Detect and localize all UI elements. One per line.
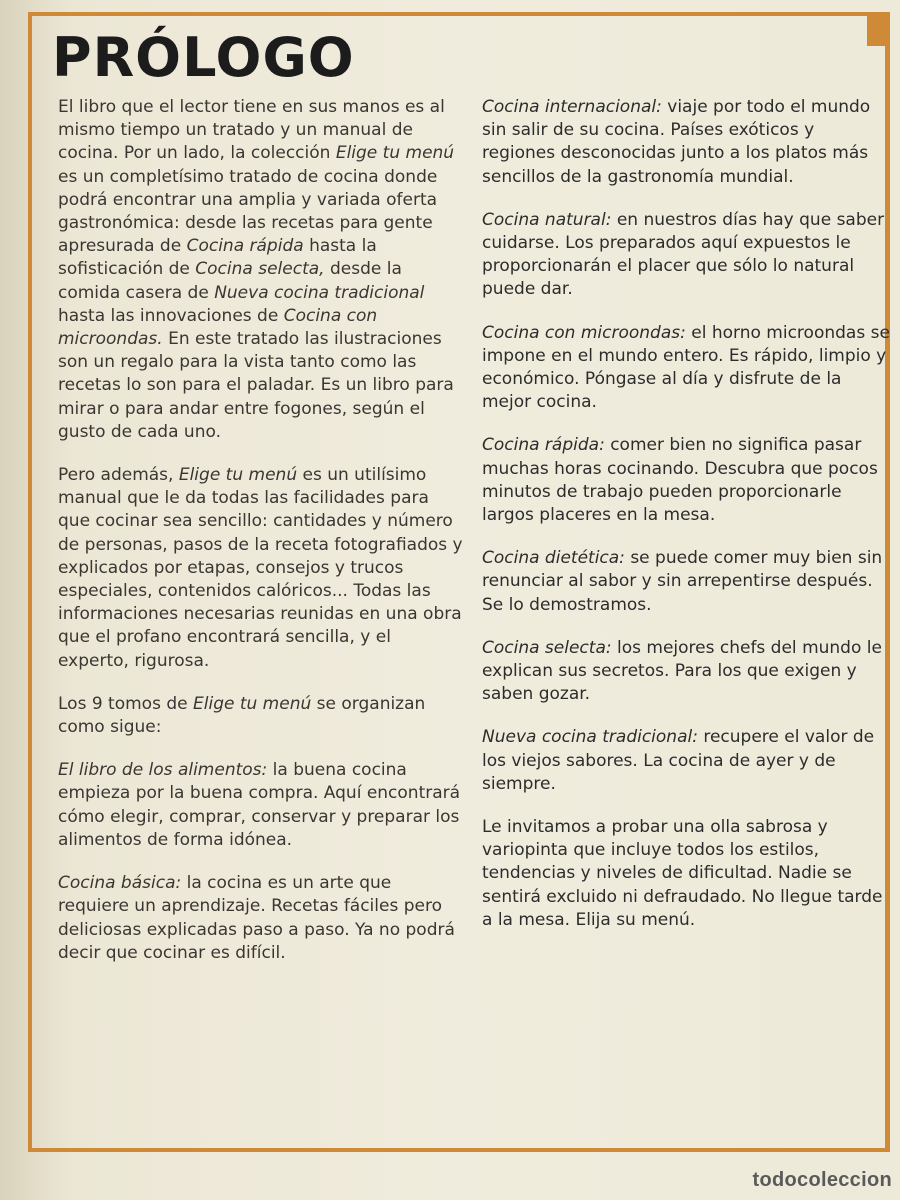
frame-corner-accent [867,16,885,46]
italic-title: Cocina con microondas: [482,322,686,343]
italic-title: Cocina dietética: [482,548,625,569]
text-segment: el horno microondas se impone en el mundo entero. Es rápido, limpio y económico. Póngase al día y disfrute de la mejor cocina. [482,322,890,413]
italic-title: Cocina natural: [482,209,612,230]
paragraph-volumes [58,693,463,739]
text-segment: Pero además, [58,465,179,486]
italic-title: Nueva cocina tradicional [214,282,425,303]
text-segment: en nuestros días hay que saber cuidarse. Los preparados aquí expuestos le proporcionarán el placer que sólo lo natural puede dar. [482,209,885,300]
text-segment: recupere el valor de los viejos sabores. La cocina de ayer y de siempre. [482,727,875,794]
italic-title: Cocina con microondas. [58,305,378,350]
paragraph-cocina-selecta [482,637,892,707]
text-segment: es un completísimo tratado de cocina donde podrá encontrar una amplia y variada oferta gastronómica: desde las recetas para gente apresurada de [58,166,438,257]
right-column [482,96,892,952]
text-segment: se puede comer muy bien sin renunciar al sabor y sin arrepentirse después. Se lo demostramos. [482,548,883,615]
italic-title: Cocina selecta, [195,259,325,280]
text-segment: viaje por todo el mundo sin salir de su cocina. Países exóticos y regiones desconocidas junto a los platos más sencillos de la gastronomía mundial. [482,97,871,187]
paragraph-cocina-rapida [482,434,892,527]
text-segment: la cocina es un arte que requiere un aprendizaje. Recetas fáciles pero deliciosas explicadas paso a paso. Ya no podrá decir que cocinar es difícil. [58,873,455,963]
left-column [58,96,463,985]
text-segment: El libro que el lector tiene en sus manos es al mismo tiempo un tratado y un manual de cocina. Por un lado, la colección [58,97,445,164]
paragraph-cocina-natural [482,209,892,302]
text-segment: la buena cocina empieza por la buena compra. Aquí encontrará cómo elegir, comprar, conservar y preparar los alimentos de forma idónea. [58,760,461,850]
italic-title: Cocina rápida [186,236,304,257]
paragraph-cocina-microondas [482,322,892,415]
text-segment: Los 9 tomos de [58,693,193,714]
italic-title: Cocina internacional: [482,97,662,117]
text-segment: Le invitamos a probar una olla sabrosa y variopinta que incluye todos los estilos, tendencias y niveles de dificultad. Nadie se sentirá excluido ni defraudado. No llegue tarde a la mesa. Elija su menú. [482,817,883,930]
text-segment: comer bien no significa pasar muchas horas cocinando. Descubra que pocos minutos de trabajo pueden proporcionarle largos placeres en la mesa. [482,435,878,526]
italic-title: Cocina selecta: [482,637,612,658]
italic-title: Nueva cocina tradicional: [482,727,698,748]
italic-title: Elige tu menú [193,693,312,714]
text-segment: hasta las innovaciones de [58,305,284,326]
paragraph-cocina-basica [58,872,463,965]
paragraph-cocina-internacional [482,96,892,189]
paragraph-invitation [482,816,892,932]
italic-title: El libro de los alimentos: [58,760,268,781]
paragraph-libro-alimentos [58,759,463,852]
page-title: PRÓLOGO [52,26,355,89]
text-segment: En este tratado las ilustraciones son un regalo para la vista tanto como las recetas lo son para el paladar. Es un libro para mirar o para andar entre fogones, según el gusto de cada uno. [58,329,454,442]
text-segment: hasta la sofisticación de [58,236,377,280]
paragraph-cocina-dietetica [482,547,892,617]
watermark: todocoleccion [752,1169,892,1191]
italic-title: Cocina básica: [58,873,182,894]
paragraph-intro [58,96,463,444]
text-segment: es un utilísimo manual que le da todas las facilidades para que cocinar sea sencillo: cantidades y número de personas, pasos de la receta fotografiados y explicados por etapas, consejos y trucos especiales, contenidos calóricos... Todas las informaciones necesarias reunidas en una obra que el profano encontrará sencilla, y el experto, rigurosa. [58,465,463,671]
paragraph-nueva-cocina-tradicional [482,726,892,796]
paragraph-manual [58,464,463,673]
italic-title: Elige tu menú [335,143,455,164]
italic-title: Cocina rápida: [482,435,605,456]
italic-title: Elige tu menú [178,465,298,486]
text-segment: los mejores chefs del mundo le explican sus secretos. Para los que exigen y saben gozar. [482,637,882,705]
text-segment: desde la comida casera de [58,259,402,303]
text-segment: se organizan como sigue: [58,693,426,738]
